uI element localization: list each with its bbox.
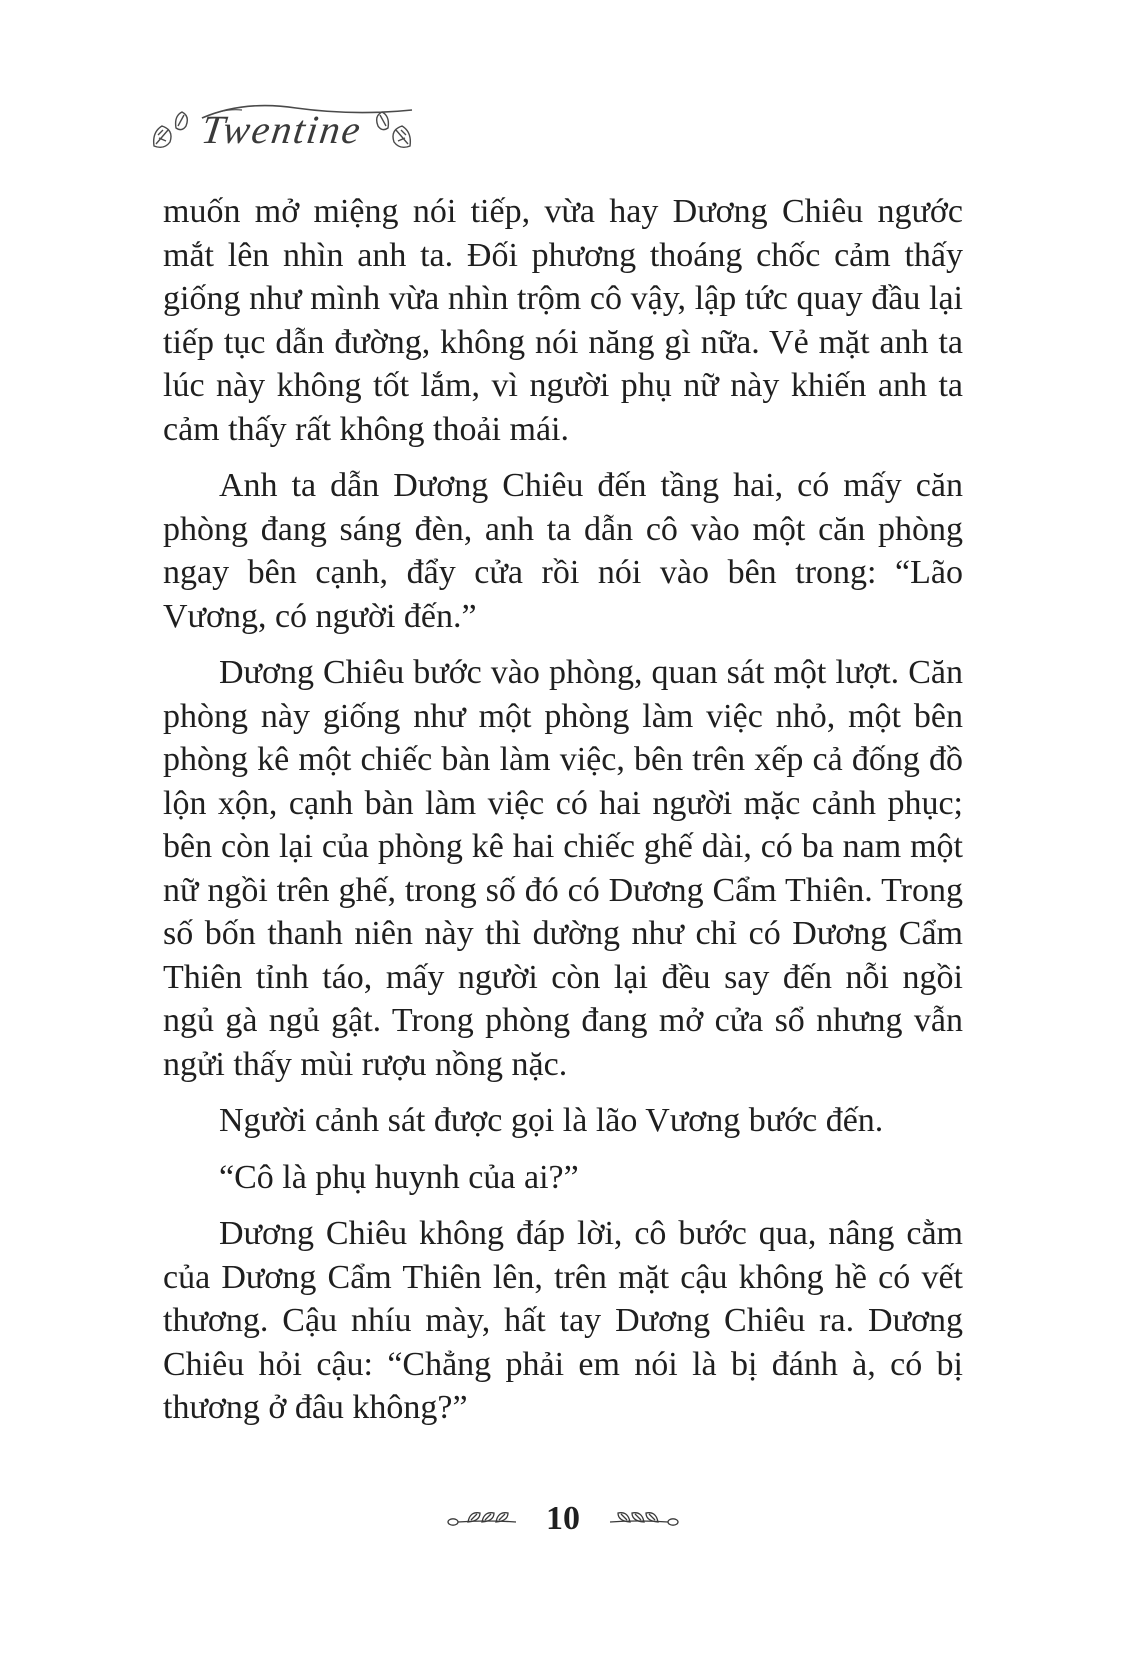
leaf-sprig-icon: [446, 1505, 520, 1533]
paragraph-6: Dương Chiêu không đáp lời, cô bước qua, nâng cằm của Dương Cẩm Thiên lên, trên mặt cậu không hề có vết thương. Cậu nhíu mày, hất tay Dương Chiêu ra. Dương Chiêu hỏi cậu: “Chẳng phải em nói là bị đánh à, có bị thương ở đâu không?”: [163, 1215, 963, 1426]
page-footer: [0, 1502, 1126, 1536]
leaf-icon: [374, 108, 414, 152]
paragraph-5: “Cô là phụ huynh của ai?”: [219, 1158, 579, 1196]
leaf-sprig-icon: [606, 1505, 680, 1533]
logo: [198, 107, 366, 152]
paragraph-3: Dương Chiêu bước vào phòng, quan sát một lượt. Căn phòng này giống như một phòng làm việc nhỏ, một bên phòng kê một chiếc bàn làm việc, bên trên xếp cả đống đồ lộn xộn, cạnh bàn làm việc có hai người mặc cảnh phục; bên còn lại của phòng kê hai chiếc ghế dài, có ba nam một nữ ngồi trên ghế, trong số đó có Dương Cẩm Thiên. Trong số bốn thanh niên này thì dường như chỉ có Dương Cẩm Thiên tỉnh táo, mấy người còn lại đều say đến nỗi ngồi ngủ gà ngủ gật. Trong phòng đang mở cửa sổ nhưng vẫn ngửi thấy mùi rượu nồng nặc.: [163, 654, 963, 1083]
leaf-icon: [150, 108, 190, 152]
logo-text: Twentine: [198, 107, 365, 152]
paragraph-4: Người cảnh sát được gọi là lão Vương bước đến.: [219, 1102, 884, 1139]
page-number: 10: [546, 1500, 580, 1537]
paragraph-1: muốn mở miệng nói tiếp, vừa hay Dương Chiêu ngước mắt lên nhìn anh ta. Đối phương thoáng chốc cảm thấy giống như mình vừa nhìn trộm cô vậy, lập tức quay đầu lại tiếp tục dẫn đường, không nói năng gì nữa. Vẻ mặt anh ta lúc này không tốt lắm, vì người phụ nữ này khiến anh ta cảm thấy rất không thoải mái.: [163, 193, 963, 448]
paragraph-2: Anh ta dẫn Dương Chiêu đến tầng hai, có mấy căn phòng đang sáng đèn, anh ta dẫn cô vào một căn phòng ngay bên cạnh, đẩy cửa rồi nói vào bên trong: “Lão Vương, có người đến.”: [163, 467, 963, 635]
page-header: [150, 108, 414, 152]
page-body: [163, 190, 963, 1430]
